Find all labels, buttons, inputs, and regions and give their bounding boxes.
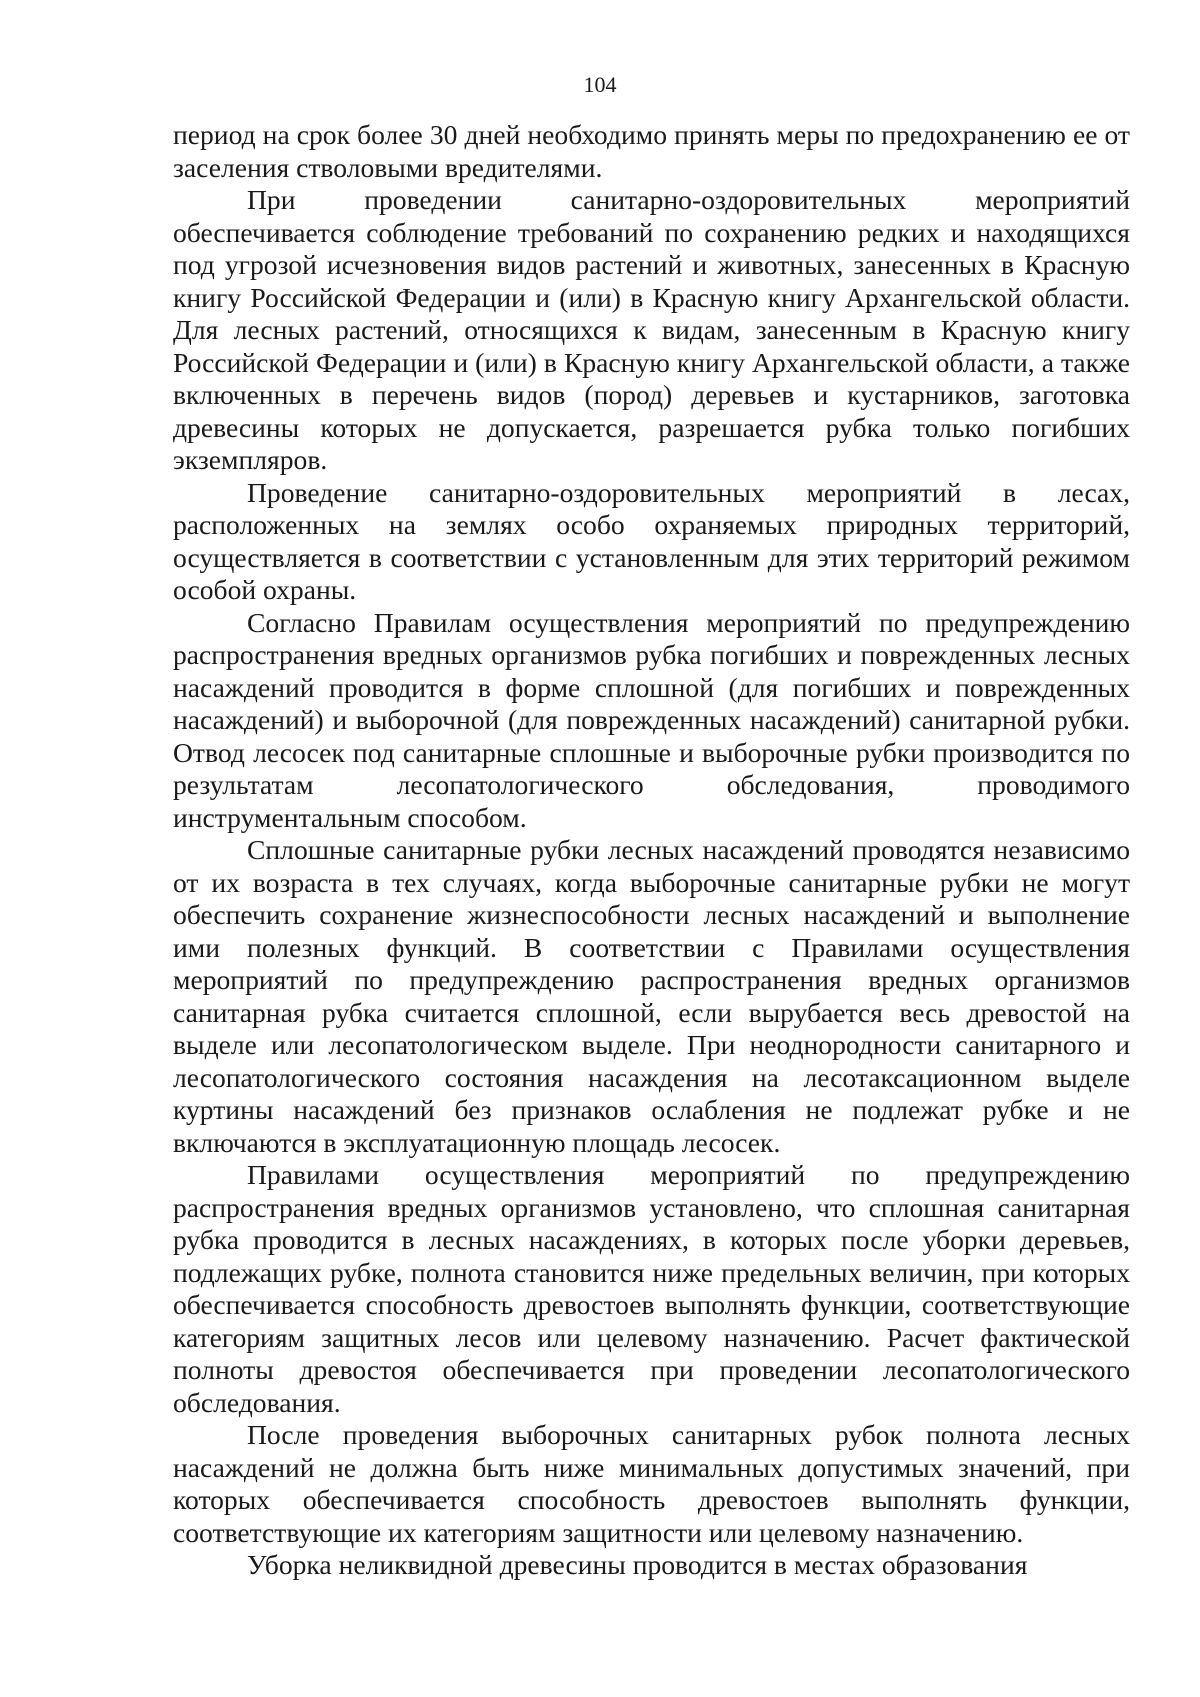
paragraph-continuation: период на срок более 30 дней необходимо принять меры по предохранению ее от заселения стволовыми вредителями. xyxy=(173,119,1130,183)
paragraph-waste-removal: Уборка неликвидной древесины проводится в местах образования xyxy=(247,1549,1028,1580)
page-number: 104 xyxy=(583,72,617,97)
paragraph-protected-territories: Проведение санитарно-оздоровительных мероприятий в лесах, расположенных на землях особо охраняемых природных территорий, осуществляется в соответствии с установленным для этих территорий режимом особой охраны. xyxy=(173,476,1130,605)
paragraph-selective-felling: После проведения выборочных санитарных рубок полнота лесных насаждений не должна быть ниже минимальных допустимых значений, при которых обеспечивается способность древостоев выполнять функции, соответствующие их категориям защитности или целевому назначению. xyxy=(173,1419,1130,1548)
paragraph-red-book-requirements: При проведении санитарно-оздоровительных мероприятий обеспечивается соблюдение требований по сохранению редких и находящихся под угрозой исчезновения видов растений и животных, занесенных в Красную книгу Российской Федерации и (или) в Красную книгу Архангельской области. Для лесных растений, относящихся к видам, занесенным в Красную книгу Российской Федерации и (или) в Красную книгу Архангельской области, а также включенных в перечень видов (пород) деревьев и кустарников, заготовка древесины которых не допускается, разрешается рубка только погибших экземпляров. xyxy=(173,184,1130,475)
paragraph-clear-sanitary-felling: Сплошные санитарные рубки лесных насаждений проводятся независимо от их возраста в тех случаях, когда выборочные санитарные рубки не могут обеспечить сохранение жизнеспособности лесных насаждений и выполнение ими полезных функций. В соответствии с Правилами осуществления мероприятий по предупреждению распространения вредных организмов санитарная рубка считается сплошной, если вырубается весь древостой на выделе или лесопатологическом выделе. При неоднородности санитарного и лесопатологического состояния насаждения на лесотаксационном выделе куртины насаждений без признаков ослабления не подлежат рубке и не включаются в эксплуатационную площадь лесосек. xyxy=(173,834,1130,1158)
document-body xyxy=(173,119,1130,1582)
paragraph-sanitary-felling-rules: Согласно Правилам осуществления мероприятий по предупреждению распространения вредных организмов рубка погибших и поврежденных лесных насаждений проводится в форме сплошной (для погибших и поврежденных насаждений) и выборочной (для поврежденных насаждений) санитарной рубки. Отвод лесосек под санитарные сплошные и выборочные рубки производится по результатам лесопатологического обследования, проводимого инструментальным способом. xyxy=(173,606,1130,833)
paragraph-felling-density: Правилами осуществления мероприятий по предупреждению распространения вредных организмов установлено, что сплошная санитарная рубка проводится в лесных насаждениях, в которых после уборки деревьев, подлежащих рубке, полнота становится ниже предельных величин, при которых обеспечивается способность древостоев выполнять функции, соответствующие категориям защитных лесов или целевому назначению. Расчет фактической полноты древостоя обеспечивается при проведении лесопатологического обследования. xyxy=(173,1159,1130,1418)
